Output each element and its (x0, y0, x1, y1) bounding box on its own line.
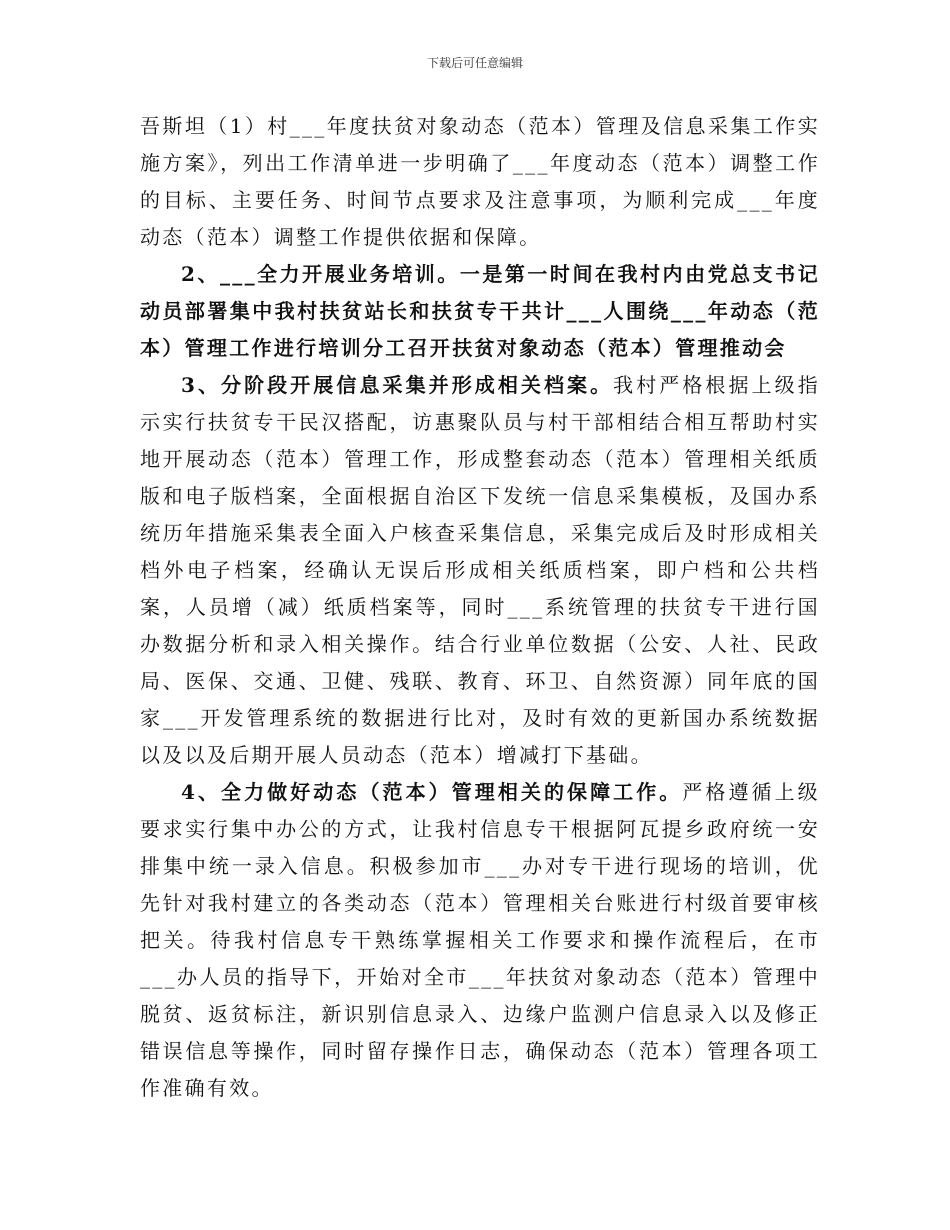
page-header-note: 下载后可任意编辑 (426, 56, 523, 70)
paragraph-1 (140, 108, 820, 256)
paragraph-4-heading: 4、全力做好动态（范本）管理相关的保障工作。 (181, 780, 683, 804)
paragraph-4 (140, 774, 820, 1107)
document-body (140, 108, 820, 1107)
paragraph-2-heading: 2、___全力开展业务培训。一是第一时间在我村内由党总支书记动员部署集中我村扶贫站长和扶贫专干共计___人围绕___年动态（范本）管理工作进行培训分工召开扶贫对象动态（范本）管理推动会 (140, 262, 820, 360)
paragraph-3-text: 我村严格根据上级指示实行扶贫专干民汉搭配，访惠聚队员与村干部相结合相互帮助村实地开展动态（范本）管理工作，形成整套动态（范本）管理相关纸质版和电子版档案，全面根据自治区下发统一信息采集模板，及国办系统历年措施采集表全面入户核查采集信息，采集完成后及时形成相关档外电子档案，经确认无误后形成相关纸质档案，即户档和公共档案，人员增（减）纸质档案等，同时___系统管理的扶贫专干进行国办数据分析和录入相关操作。结合行业单位数据（公安、人社、民政局、医保、交通、卫健、残联、教育、环卫、自然资源）同年底的国家___开发管理系统的数据进行比对，及时有效的更新国办系统数据以及以及后期开展人员动态（范本）增减打下基础。 (140, 373, 820, 767)
paragraph-3-heading: 3、分阶段开展信息采集并形成相关档案。 (181, 373, 614, 397)
paragraph-2 (140, 256, 820, 367)
paragraph-3 (140, 367, 820, 774)
paragraph-4-text: 严格遵循上级要求实行集中办公的方式，让我村信息专干根据阿瓦提乡政府统一安排集中统一录入信息。积极参加市___办对专干进行现场的培训，优先针对我村建立的各类动态（范本）管理相关台账进行村级首要审核把关。待我村信息专干熟练掌握相关工作要求和操作流程后，在市___办人员的指导下，开始对全市___年扶贫对象动态（范本）管理中脱贫、返贫标注，新识别信息录入、边缘户监测户信息录入以及修正错误信息等操作，同时留存操作日志，确保动态（范本）管理各项工作准确有效。 (140, 780, 820, 1100)
paragraph-1-text: 吾斯坦（1）村___年度扶贫对象动态（范本）管理及信息采集工作实施方案》，列出工作清单进一步明确了___年度动态（范本）调整工作的目标、主要任务、时间节点要求及注意事项，为顺利完成___年度动态（范本）调整工作提供依据和保障。 (140, 114, 820, 249)
